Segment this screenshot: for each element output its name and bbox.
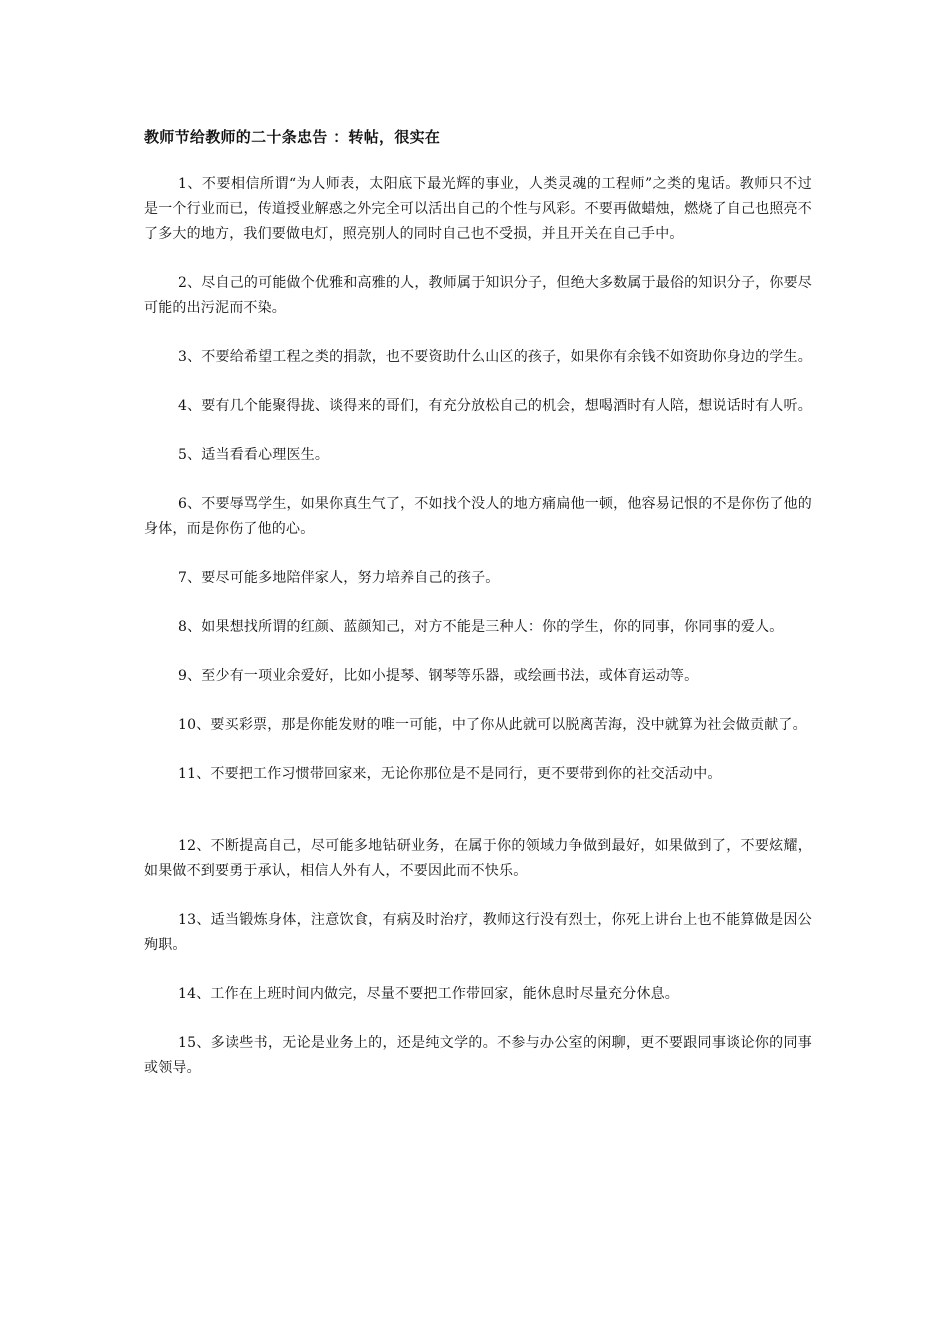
paragraph-13: 13、适当锻炼身体，注意饮食，有病及时治疗，教师这行没有烈士，你死上讲台上也不能算做是因公殉职。 [144, 912, 812, 953]
paragraph-12: 12、不断提高自己，尽可能多地钻研业务，在属于你的领域力争做到最好，如果做到了，不要炫耀，如果做不到要勇于承认，相信人外有人，不要因此而不快乐。 [144, 838, 812, 879]
document-body [144, 124, 812, 1105]
paragraph-2: 2、尽自己的可能做个优雅和高雅的人，教师属于知识分子，但绝大多数属于最俗的知识分子，你要尽可能的出污泥而不染。 [144, 275, 812, 316]
paragraph-3: 3、不要给希望工程之类的捐款，也不要资助什么山区的孩子，如果你有余钱不如资助你身边的学生。 [178, 349, 812, 365]
paragraph-6: 6、不要辱骂学生，如果你真生气了，不如找个没人的地方痛扁他一顿，他容易记恨的不是你伤了他的身体，而是你伤了他的心。 [144, 496, 812, 537]
paragraph-9: 9、至少有一项业余爱好，比如小提琴、钢琴等乐器，或绘画书法，或体育运动等。 [178, 668, 699, 684]
paragraph-15: 15、多读些书，无论是业务上的，还是纯文学的。不参与办公室的闲聊，更不要跟同事谈论你的同事或领导。 [144, 1035, 812, 1076]
paragraph-4: 4、要有几个能聚得拢、谈得来的哥们，有充分放松自己的机会，想喝酒时有人陪，想说话时有人听。 [178, 398, 812, 414]
document-title: 教师节给教师的二十条忠告 ：转帖，很实在 [144, 128, 441, 146]
paragraph-8: 8、如果想找所谓的红颜、蓝颜知己，对方不能是三种人：你的学生，你的同事，你同事的爱人。 [178, 619, 784, 635]
paragraph-1: 1、不要相信所谓“为人师表，太阳底下最光辉的事业，人类灵魂的工程师”之类的鬼话。教师只不过是一个行业而已，传道授业解惑之外完全可以活出自己的个性与风彩。不要再做蜡烛，燃烧了自己也照亮不了多大的地方，我们要做电灯，照亮别人的同时自己也不受损，并且开关在自己手中。 [144, 176, 812, 242]
paragraph-7: 7、要尽可能多地陪伴家人，努力培养自己的孩子。 [178, 570, 500, 586]
paragraph-14: 14、工作在上班时间内做完，尽量不要把工作带回家，能休息时尽量充分休息。 [178, 986, 680, 1002]
paragraph-5: 5、适当看看心理医生。 [178, 447, 330, 463]
paragraph-11: 11、不要把工作习惯带回家来，无论你那位是不是同行，更不要带到你的社交活动中。 [178, 766, 722, 782]
paragraph-10: 10、要买彩票，那是你能发财的唯一可能，中了你从此就可以脱离苦海，没中就算为社会做贡献了。 [178, 717, 807, 733]
